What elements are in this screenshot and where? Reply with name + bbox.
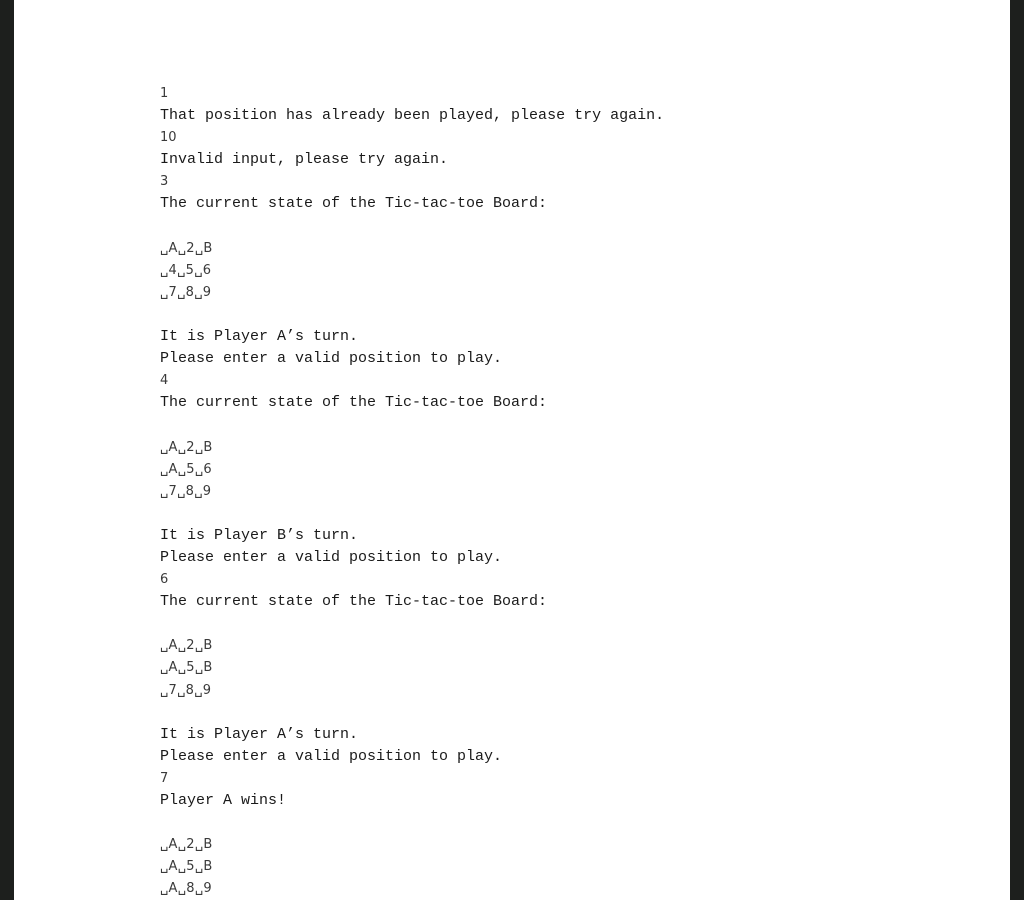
- document-page: [14, 0, 1010, 900]
- blank-line: [160, 216, 664, 238]
- program-output-line: It is Player B’s turn.: [160, 526, 359, 544]
- blank-line: [160, 812, 664, 834]
- board-row: ␣7␣8␣9: [160, 682, 212, 698]
- program-output-line: It is Player A’s turn.: [160, 725, 359, 743]
- board-row: ␣4␣5␣6: [160, 262, 212, 278]
- board-row: ␣7␣8␣9: [160, 483, 212, 499]
- program-output-line: Invalid input, please try again.: [160, 151, 449, 169]
- board-row: ␣A␣5␣6: [160, 461, 212, 477]
- user-input-line: 7: [160, 770, 169, 786]
- blank-line: [160, 702, 664, 724]
- user-input-line: 4: [160, 373, 169, 389]
- board-row: ␣A␣8␣9: [160, 881, 212, 897]
- program-output-line: Please enter a valid position to play.: [160, 548, 503, 566]
- program-output-line: Player A wins!: [160, 792, 287, 809]
- user-input-line: 6: [160, 572, 169, 588]
- console-transcript: [160, 83, 664, 900]
- board-row: ␣A␣5␣B: [160, 660, 213, 676]
- program-output-line: Please enter a valid position to play.: [160, 747, 503, 765]
- board-row: ␣A␣2␣B: [160, 240, 213, 256]
- program-output-line: It is Player A’s turn.: [160, 328, 359, 346]
- program-output-line: The current state of the Tic-tac-toe Board:: [160, 394, 548, 412]
- board-row: ␣A␣2␣B: [160, 439, 213, 455]
- board-row: ␣A␣5␣B: [160, 859, 213, 875]
- board-row: ␣7␣8␣9: [160, 284, 212, 300]
- program-output-line: The current state of the Tic-tac-toe Board:: [160, 195, 548, 213]
- blank-line: [160, 613, 664, 635]
- user-input-line: 1: [160, 86, 169, 101]
- user-input-line: 3: [160, 174, 169, 190]
- user-input-line: 10: [160, 130, 177, 146]
- blank-line: [160, 503, 664, 525]
- program-output-line: Please enter a valid position to play.: [160, 350, 503, 368]
- program-output-line: That position has already been played, please try again.: [160, 107, 665, 125]
- blank-line: [160, 414, 664, 436]
- board-row: ␣A␣2␣B: [160, 837, 213, 853]
- board-row: ␣A␣2␣B: [160, 638, 213, 654]
- blank-line: [160, 304, 664, 326]
- program-output-line: The current state of the Tic-tac-toe Board:: [160, 593, 548, 611]
